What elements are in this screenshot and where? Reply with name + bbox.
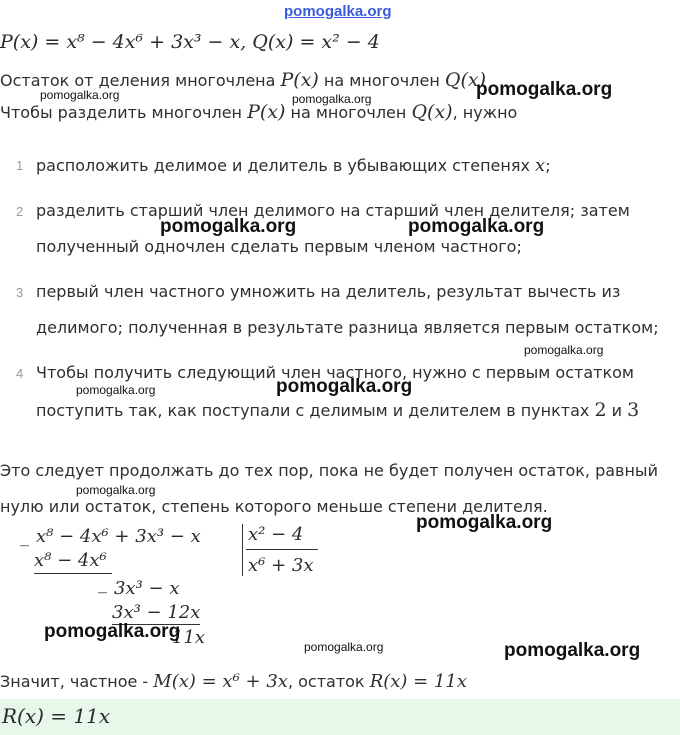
step-text: расположить делимое и делитель в убывающих степенях x; — [36, 155, 551, 176]
continue-line-1: Это следует продолжать до тех пор, пока не будет получен остаток, равный — [0, 461, 658, 480]
watermark: pomogalka.org — [276, 376, 413, 397]
subtract-2: 3x³ − 12x — [112, 602, 201, 623]
step-number: 3 — [16, 285, 24, 300]
minus-sign: _ — [98, 573, 107, 594]
subtract-1: x⁸ − 4x⁶ — [34, 550, 107, 571]
step-text: поступить так, как поступали с делимым и делителем в пунктах 2 и 3 — [36, 399, 640, 421]
watermark: pomogalka.org — [160, 216, 297, 237]
watermark: pomogalka.org — [44, 621, 181, 642]
remainder-1: 3x³ − x — [114, 578, 180, 599]
watermark-top[interactable]: pomogalka.org — [284, 3, 392, 20]
quotient: x⁶ + 3x — [248, 555, 314, 576]
step-text: первый член частного умножить на делитель, результат вычесть из — [36, 282, 621, 301]
step-number: 4 — [16, 366, 24, 381]
intro-line-1: Остаток от деления многочлена P(x) на многочлен Q(x) — [0, 69, 486, 91]
step-text: Чтобы получить следующий член частного, нужно с первым остатком — [36, 363, 634, 382]
watermark: pomogalka.org — [476, 79, 613, 100]
watermark: pomogalka.org — [416, 512, 553, 533]
answer-box — [0, 699, 680, 735]
intro-line-2: Чтобы разделить многочлен P(x) на многочлен Q(x), нужно — [0, 101, 518, 123]
watermark: pomogalka.org — [292, 92, 372, 106]
step-text: делимого; полученная в результате разница является первым остатком; — [36, 318, 659, 337]
answer-formula: R(x) = 11x — [2, 704, 111, 728]
watermark: pomogalka.org — [524, 343, 604, 357]
divisor: x² − 4 — [248, 524, 304, 545]
watermark: pomogalka.org — [76, 383, 156, 397]
problem-formula: P(x) = x⁸ − 4x⁶ + 3x³ − x, Q(x) = x² − 4 — [0, 31, 380, 53]
division-bar-vertical — [242, 524, 243, 576]
step-number: 2 — [16, 204, 24, 219]
conclusion-line: Значит, частное - M(x) = x⁶ + 3x, остаток R(x) = 11x — [0, 671, 468, 692]
step-text: разделить старший член делимого на старший член делителя; затем — [36, 201, 630, 220]
remainder-2: 11x — [172, 627, 206, 648]
division-bar-horizontal — [246, 549, 318, 550]
minus-sign: _ — [20, 526, 29, 547]
watermark: pomogalka.org — [40, 88, 120, 102]
watermark: pomogalka.org — [504, 640, 641, 661]
watermark: pomogalka.org — [76, 483, 156, 497]
step-text: полученный одночлен сделать первым членом частного; — [36, 237, 522, 256]
continue-line-2: нулю или остаток, степень которого меньше степени делителя. — [0, 497, 548, 516]
step-number: 1 — [16, 158, 24, 173]
watermark: pomogalka.org — [304, 640, 384, 654]
dividend: x⁸ − 4x⁶ + 3x³ − x — [36, 526, 201, 547]
watermark: pomogalka.org — [408, 216, 545, 237]
